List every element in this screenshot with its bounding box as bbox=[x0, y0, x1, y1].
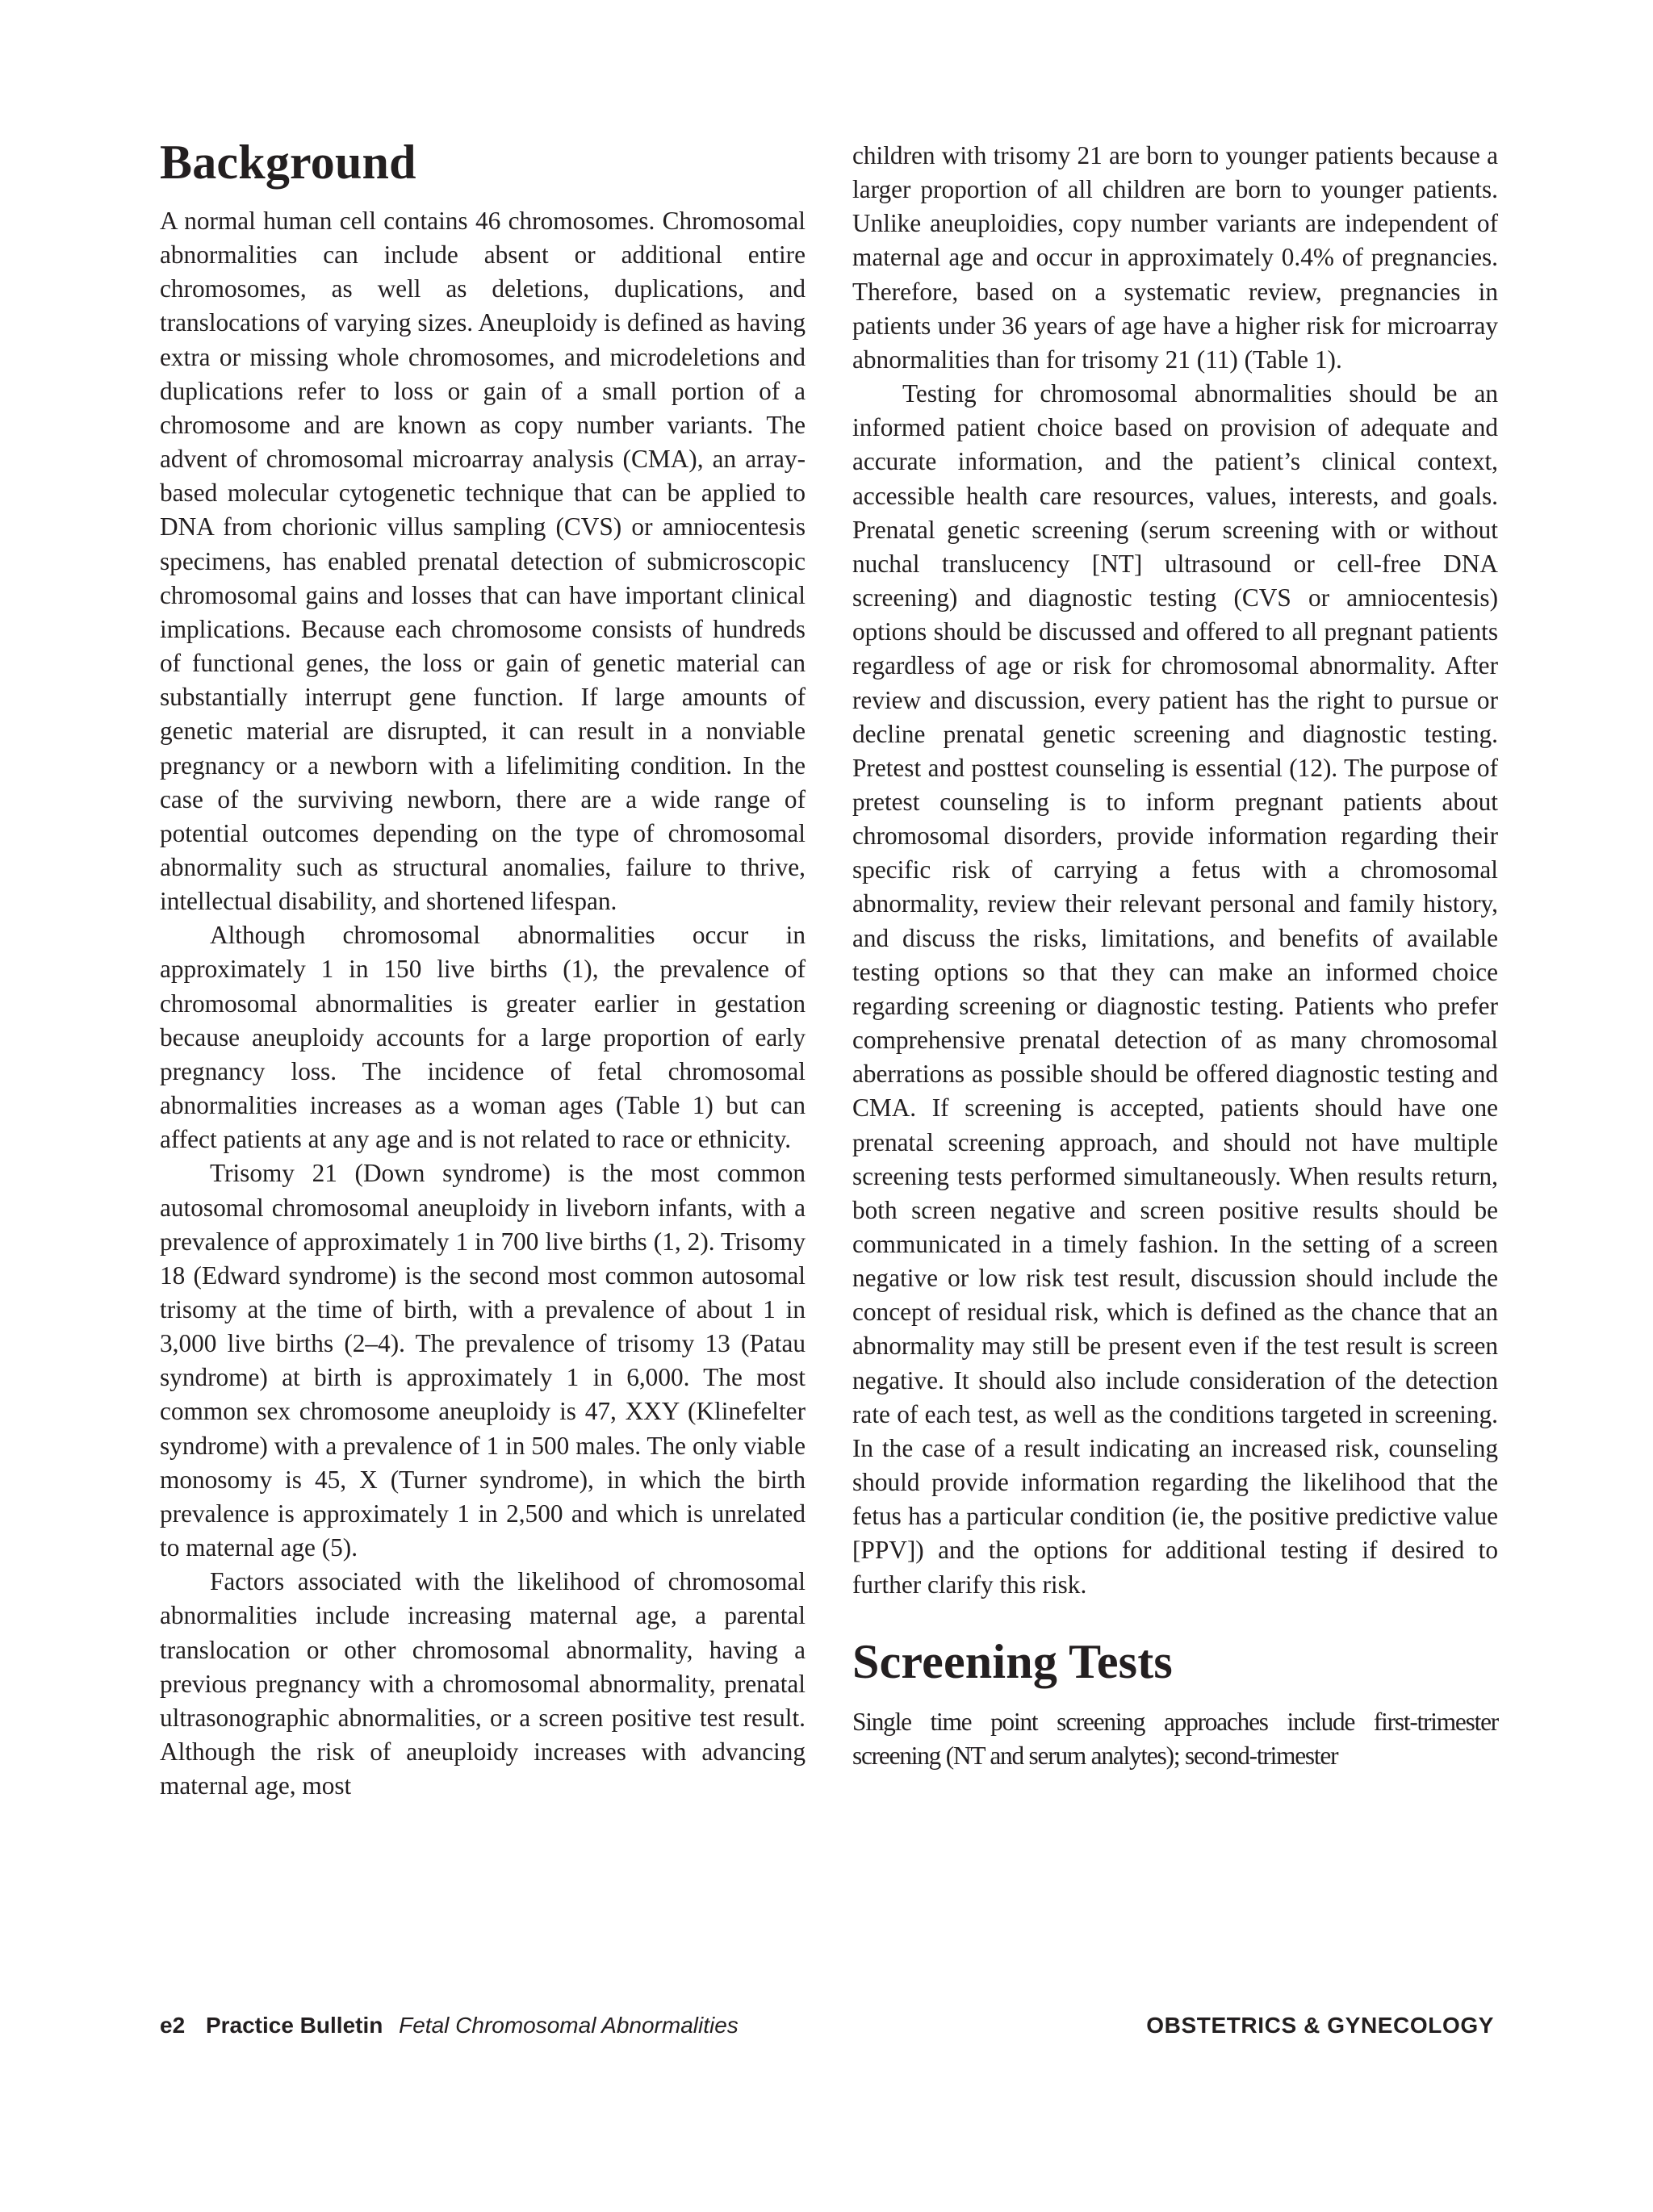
page-number: e2 bbox=[160, 2013, 186, 2038]
right-column bbox=[852, 139, 1498, 1773]
body-paragraph: A normal human cell contains 46 chromosomes. Chromosomal abnormalities can include absent or additional entire chromosomes, as well as deletions, duplications, and translocations of varying sizes. Aneuploidy is defined as having extra or missing whole chromosomes, and microdeletions and duplications refer to loss or gain of a small portion of a chromosome and are known as copy number variants. The advent of chromosomal microarray analysis (CMA), an array-based molecular cytogenetic technique that can be applied to DNA from chorionic villus sampling (CVS) or amniocentesis specimens, has enabled prenatal detection of submicroscopic chromosomal gains and losses that can have important clinical implications. Because each chromosome consists of hundreds of functional genes, the loss or gain of genetic material can substantially interrupt gene function. If large amounts of genetic material are disrupted, it can result in a nonviable pregnancy or a newborn with a lifelimiting condition. In the case of the surviving newborn, there are a wide range of potential outcomes depending on the type of chromosomal abnormality such as structural anomalies, failure to thrive, intellectual disability, and shortened lifespan. bbox=[160, 207, 806, 916]
document-title: Fetal Chromosomal Abnormalities bbox=[399, 2013, 739, 2038]
body-paragraph: Factors associated with the likelihood of chromosomal abnormalities include increasing maternal age, a parental translocation or other chromosomal abnormality, having a previous pregnancy with a chromosomal abnormality, prenatal ultrasonographic abnormalities, or a screen positive test result. Although the risk of aneuploidy increases with advancing maternal age, most bbox=[160, 1567, 806, 1800]
section-heading-background: Background bbox=[160, 136, 416, 189]
running-footer-left bbox=[160, 2011, 739, 2040]
body-paragraph: Trisomy 21 (Down syndrome) is the most common autosomal chromosomal aneuploidy in liveborn infants, with a prevalence of approximately 1 in 700 live births (1, 2). Trisomy 18 (Edward syndrome) is the second most common autosomal trisomy at the time of birth, with a prevalence of about 1 in 3,000 live births (2–4). The prevalence of trisomy 13 (Patau syndrome) at birth is approximately 1 in 6,000. The most common sex chromosome aneuploidy is 47, XXY (Klinefelter syndrome) with a prevalence of 1 in 500 males. The only viable monosomy is 45, X (Turner syndrome), in which the birth prevalence is approximately 1 in 2,500 and which is unrelated to maternal age (5). bbox=[160, 1159, 806, 1562]
body-paragraph: Single time point screening approaches include first-trimester screening (NT and serum analytes); second-trimester bbox=[852, 1707, 1498, 1770]
section-heading-screening-tests: Screening Tests bbox=[852, 1634, 1173, 1688]
body-paragraph: Testing for chromosomal abnormalities should be an informed patient choice based on provision of adequate and accurate information, and the patient’s clinical context, accessible health care resources, values, interests, and goals. Prenatal genetic screening (serum screening with or without nuchal translucency [NT] ultrasound or cell-free DNA screening) and diagnostic testing (CVS or amniocentesis) options should be discussed and offered to all pregnant patients regardless of age or risk for chromosomal abnormality. After review and discussion, every patient has the right to pursue or decline prenatal genetic screening and diagnostic testing. Pretest and posttest counseling is essential (12). The purpose of pretest counseling is to inform pregnant patients about chromosomal disorders, provide information regarding their specific risk of carrying a fetus with a chromosomal abnormality, review their relevant personal and family history, and discuss the risks, limitations, and benefits of available testing options so that they can make an informed choice regarding screening or diagnostic testing. Patients who prefer comprehensive prenatal detection of as many chromosomal aberrations as possible should be offered diagnostic testing and CMA. If screening is accepted, patients should have one prenatal screening approach, and should not have multiple screening tests performed simultaneously. When results return, both screen negative and screen positive results should be communicated in a timely fashion. In the setting of a screen negative or low risk test result, discussion should include the concept of residual risk, which is defined as the chance that an abnormality may still be present even if the test result is screen negative. It should also include consideration of the detection rate of each test, as well as the conditions targeted in screening. In the case of a result indicating an increased risk, counseling should provide information regarding the likelihood that the fetus has a particular condition (ie, the positive predictive value [PPV]) and the options for additional testing if desired to further clarify this risk. bbox=[852, 379, 1498, 1599]
journal-name: OBSTETRICS & GYNECOLOGY bbox=[1146, 2013, 1494, 2038]
publication-label: Practice Bulletin bbox=[205, 2013, 383, 2038]
body-paragraph: children with trisomy 21 are born to younger patients because a larger proportion of all children are born to younger patients. Unlike aneuploidies, copy number variants are independent of maternal age and occur in approximately 0.4% of pregnancies. Therefore, based on a systematic review, pregnancies in patients under 36 years of age have a higher risk for microarray abnormalities than for trisomy 21 (11) (Table 1). bbox=[852, 141, 1498, 374]
body-paragraph: Although chromosomal abnormalities occur in approximately 1 in 150 live births (1), the prevalence of chromosomal abnormalities is greater earlier in gestation because aneuploidy accounts for a large proportion of early pregnancy loss. The incidence of fetal chromosomal abnormalities increases as a woman ages (Table 1) but can affect patients at any age and is not related to race or ethnicity. bbox=[160, 921, 806, 1154]
left-column bbox=[160, 136, 806, 1803]
